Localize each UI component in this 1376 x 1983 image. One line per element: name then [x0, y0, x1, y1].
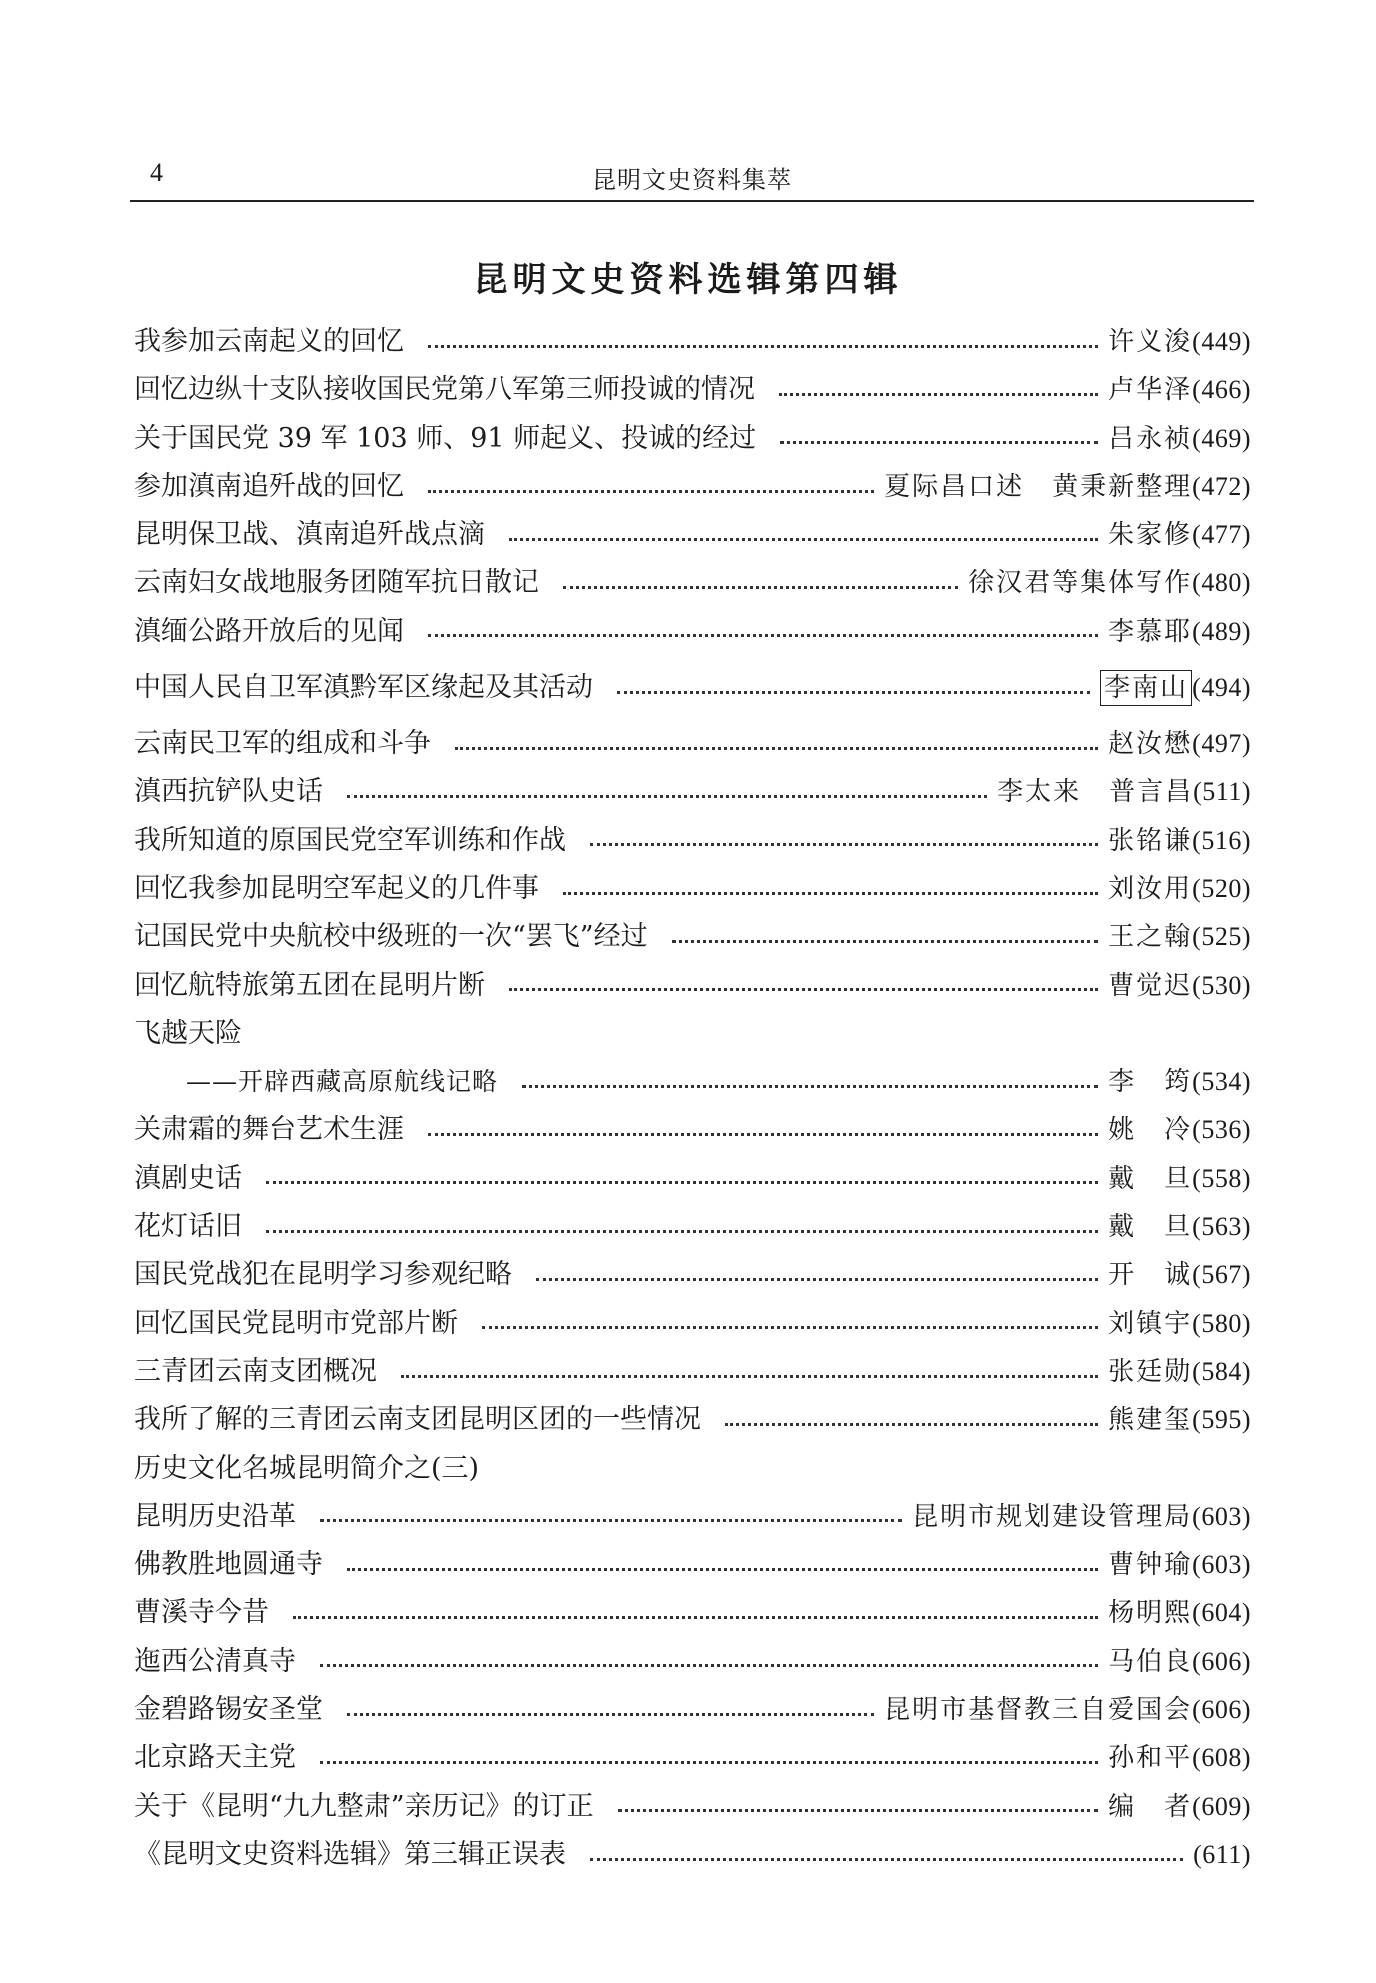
dot-leader	[428, 345, 1098, 348]
toc-entry-author: 姚 冷	[1108, 1115, 1193, 1146]
toc-entry-author: 刘汝用	[1108, 873, 1193, 904]
toc-entry	[134, 1300, 1251, 1348]
toc-entry-page: (608)	[1192, 1743, 1251, 1773]
dot-leader	[347, 795, 987, 798]
toc-entry-page: (469)	[1192, 423, 1251, 453]
toc-entry-title: 历史文化名城昆明简介之(三)	[134, 1452, 480, 1484]
dot-leader	[428, 490, 874, 493]
toc-entry-page: (520)	[1192, 873, 1251, 903]
toc-entry	[134, 463, 1251, 511]
dot-leader	[482, 1326, 1098, 1329]
toc-entry-title: 《昆明文史资料选辑》第三辑正误表	[134, 1838, 566, 1870]
dot-leader	[347, 1568, 1098, 1571]
toc-entry-author: 编 者	[1108, 1791, 1193, 1822]
dot-leader	[563, 586, 958, 589]
toc-entry-page: (516)	[1192, 825, 1251, 855]
toc-entry	[134, 1396, 1251, 1444]
toc-entry-author: 开 诚	[1108, 1260, 1193, 1291]
toc-entry-title: 国民党战犯在昆明学习参观纪略	[134, 1259, 512, 1291]
toc-entry	[134, 817, 1251, 865]
dot-leader	[590, 1858, 1183, 1861]
toc-entry-page: (563)	[1192, 1212, 1251, 1242]
toc-entry-page: (584)	[1192, 1356, 1251, 1386]
toc-entry	[134, 1783, 1251, 1831]
toc-entry	[134, 1493, 1251, 1541]
toc-entry-author: 昆明市基督教三自爱国会	[884, 1695, 1193, 1726]
toc-entry-title: 滇剧史话	[134, 1162, 242, 1194]
toc-entry-author: 曹钟瑜	[1108, 1550, 1193, 1581]
toc-entry-author: 许义浚	[1108, 327, 1193, 357]
toc-entry-page: (472)	[1192, 471, 1251, 501]
toc-entry-page: (567)	[1192, 1260, 1251, 1290]
toc-entry	[134, 1251, 1251, 1299]
toc-entry-title: 滇西抗铲队史话	[134, 776, 323, 808]
toc-entry-page: (603)	[1192, 1550, 1251, 1580]
toc-entry	[134, 865, 1251, 913]
toc-entry	[134, 559, 1251, 607]
toc-entry-title: 花灯话旧	[134, 1211, 242, 1243]
toc-entry-page: (525)	[1192, 922, 1251, 952]
toc-entry-title: 中国人民自卫军滇黔军区缘起及其活动	[134, 672, 593, 704]
toc-entry-title: 关于《昆明“九九整肃”亲历记》的订正	[134, 1790, 594, 1822]
toc-entry-page: (511)	[1193, 777, 1251, 807]
dot-leader	[509, 988, 1098, 991]
toc-entry-author: 孙和平	[1108, 1743, 1193, 1774]
toc-entry-author: 夏际昌口述 黄秉新整理	[884, 471, 1193, 502]
toc-entry-author: 卢华泽	[1108, 375, 1193, 406]
toc-entry	[134, 1203, 1251, 1251]
toc-entry-page: (489)	[1192, 616, 1251, 646]
toc-entry-author: 徐汉君等集体写作	[968, 568, 1193, 599]
toc-entry-page: (558)	[1192, 1163, 1251, 1193]
toc-entry	[134, 1155, 1251, 1203]
toc-entry	[134, 1445, 1251, 1493]
dot-leader	[401, 1375, 1098, 1378]
toc-entry-author: 杨明熙	[1108, 1598, 1193, 1629]
toc-entry	[134, 1638, 1251, 1686]
dot-leader	[320, 1761, 1098, 1764]
toc-entry-author: 张铭谦	[1108, 825, 1193, 856]
toc-entry-title: 我所了解的三青团云南支团昆明区团的一些情况	[134, 1404, 701, 1436]
dot-leader	[428, 1133, 1098, 1136]
dot-leader	[522, 1085, 1098, 1088]
toc-entry	[134, 318, 1251, 366]
toc-entry-title: 北京路天主党	[134, 1742, 296, 1774]
toc-entry-title: 回忆我参加昆明空军起义的几件事	[134, 872, 539, 904]
page-number: 4	[150, 158, 163, 187]
toc-entry-author: 张廷勋	[1108, 1356, 1193, 1387]
toc-entry-author: 朱家修	[1108, 520, 1193, 551]
toc-entry	[134, 415, 1251, 463]
toc-entry-title: 参加滇南追歼战的回忆	[134, 470, 404, 502]
dot-leader	[509, 538, 1098, 541]
toc-entry	[134, 1106, 1251, 1154]
toc-entry-page: (534)	[1192, 1067, 1251, 1097]
toc-entry-title: 回忆边纵十支队接收国民党第八军第三师投诚的情况	[134, 374, 755, 406]
toc-entry-page: (609)	[1192, 1791, 1251, 1821]
toc-entry-page: (595)	[1192, 1405, 1251, 1435]
page-header	[130, 154, 1254, 202]
toc-entry	[134, 1831, 1251, 1879]
toc-entry	[134, 511, 1251, 559]
toc-entry-title: 金碧路锡安圣堂	[134, 1694, 323, 1726]
toc-entry-title: 回忆航特旅第五团在昆明片断	[134, 969, 485, 1001]
toc-entry-page: (606)	[1192, 1695, 1251, 1725]
toc-entry-author: 曹觉迟	[1108, 970, 1193, 1001]
toc-entry-page: (530)	[1192, 970, 1251, 1000]
dot-leader	[293, 1616, 1098, 1619]
toc-entry	[134, 1686, 1251, 1734]
section-title: 昆明文史资料选辑第四辑	[473, 260, 903, 300]
toc-entry	[134, 1010, 1251, 1058]
dot-leader	[320, 1519, 902, 1522]
toc-entry-title: 关肃霜的舞台艺术生涯	[134, 1114, 404, 1146]
dot-leader	[455, 747, 1098, 750]
dot-leader	[266, 1230, 1098, 1233]
toc-entry	[134, 656, 1251, 720]
toc-entry-page: (606)	[1192, 1646, 1251, 1676]
toc-entry-page: (580)	[1192, 1308, 1251, 1338]
dot-leader	[428, 634, 1098, 637]
toc-entry-page: (477)	[1192, 520, 1251, 550]
toc-entry-title: 迤西公清真寺	[134, 1645, 296, 1677]
toc-entry-author: 马伯良	[1108, 1646, 1193, 1677]
dot-leader	[780, 441, 1098, 444]
toc-entry	[134, 1348, 1251, 1396]
toc-entry-page: (480)	[1192, 568, 1251, 598]
toc-entry-title: 三青团云南支团概况	[134, 1355, 377, 1387]
toc-entry	[134, 608, 1251, 656]
toc-entry-title: 昆明保卫战、滇南追歼战点滴	[134, 519, 485, 551]
toc-entry-page: (536)	[1192, 1115, 1251, 1145]
dot-leader	[617, 691, 1090, 694]
toc-entry-page: (466)	[1192, 375, 1251, 405]
dot-leader	[672, 940, 1099, 943]
running-title: 昆明文史资料集萃	[592, 166, 792, 194]
toc-entry-author: 李太来 普言昌	[997, 777, 1194, 808]
dot-leader	[266, 1181, 1098, 1184]
dot-leader	[590, 843, 1098, 846]
toc-entry-title: 回忆国民党昆明市党部片断	[134, 1307, 458, 1339]
toc-entry	[134, 768, 1251, 816]
toc-entry-title: 记国民党中央航校中级班的一次“罢飞”经过	[134, 921, 648, 953]
dot-leader	[618, 1809, 1099, 1812]
toc-entry-title: 飞越天险	[134, 1017, 242, 1049]
toc-entry-author: 吕永祯	[1108, 423, 1193, 454]
toc-entry-page: (604)	[1192, 1598, 1251, 1628]
toc-entry	[134, 366, 1251, 414]
toc-entry-author: 王之翰	[1108, 922, 1193, 953]
toc-entry	[134, 720, 1251, 768]
toc-entry-title: 佛教胜地圆通寺	[134, 1549, 323, 1581]
toc-entry-title: 云南妇女战地服务团随军抗日散记	[134, 567, 539, 599]
toc-entry-author: 熊建玺	[1108, 1405, 1193, 1436]
toc-entry-author: 戴 旦	[1108, 1163, 1193, 1194]
toc-entry-title: 曹溪寺今昔	[134, 1597, 269, 1629]
toc-entry-title: 云南民卫军的组成和斗争	[134, 728, 431, 760]
dot-leader	[347, 1713, 874, 1716]
toc-entry-page: (494)	[1192, 673, 1251, 703]
toc-entry-author: 戴 旦	[1108, 1212, 1193, 1243]
toc-entry-page: (603)	[1192, 1501, 1251, 1531]
table-of-contents	[134, 318, 1251, 1879]
toc-entry-page: (611)	[1193, 1839, 1251, 1869]
toc-entry-title: 关于国民党 39 军 103 师、91 师起义、投诚的经过	[134, 422, 757, 454]
toc-entry-page: (449)	[1192, 327, 1251, 356]
dot-leader	[779, 393, 1098, 396]
toc-entry-title: 昆明历史沿革	[134, 1500, 296, 1532]
toc-entry-title: ——开辟西藏高原航线记略	[186, 1067, 499, 1097]
author-box: 李南山	[1100, 670, 1192, 706]
toc-entry-author: 昆明市规划建设管理局	[912, 1501, 1193, 1532]
toc-entry-author: 刘镇宇	[1108, 1308, 1193, 1339]
toc-entry	[134, 1541, 1251, 1589]
toc-entry-title: 我所知道的原国民党空军训练和作战	[134, 824, 566, 856]
dot-leader	[320, 1664, 1098, 1667]
toc-entry-author	[1100, 656, 1192, 720]
toc-entry	[134, 962, 1251, 1010]
toc-entry-author: 李慕耶	[1108, 616, 1193, 647]
toc-entry-title: 我参加云南起义的回忆	[134, 326, 404, 357]
dot-leader	[563, 892, 1098, 895]
toc-entry	[134, 913, 1251, 961]
toc-entry	[134, 1058, 1251, 1106]
toc-entry-page: (497)	[1192, 729, 1251, 759]
dot-leader	[536, 1278, 1098, 1281]
toc-entry	[134, 1589, 1251, 1637]
toc-entry-author: 赵汝懋	[1108, 729, 1193, 760]
toc-entry-title: 滇缅公路开放后的见闻	[134, 615, 404, 647]
dot-leader	[725, 1423, 1098, 1426]
toc-entry	[134, 1734, 1251, 1782]
toc-entry-author: 李 筠	[1108, 1067, 1193, 1098]
